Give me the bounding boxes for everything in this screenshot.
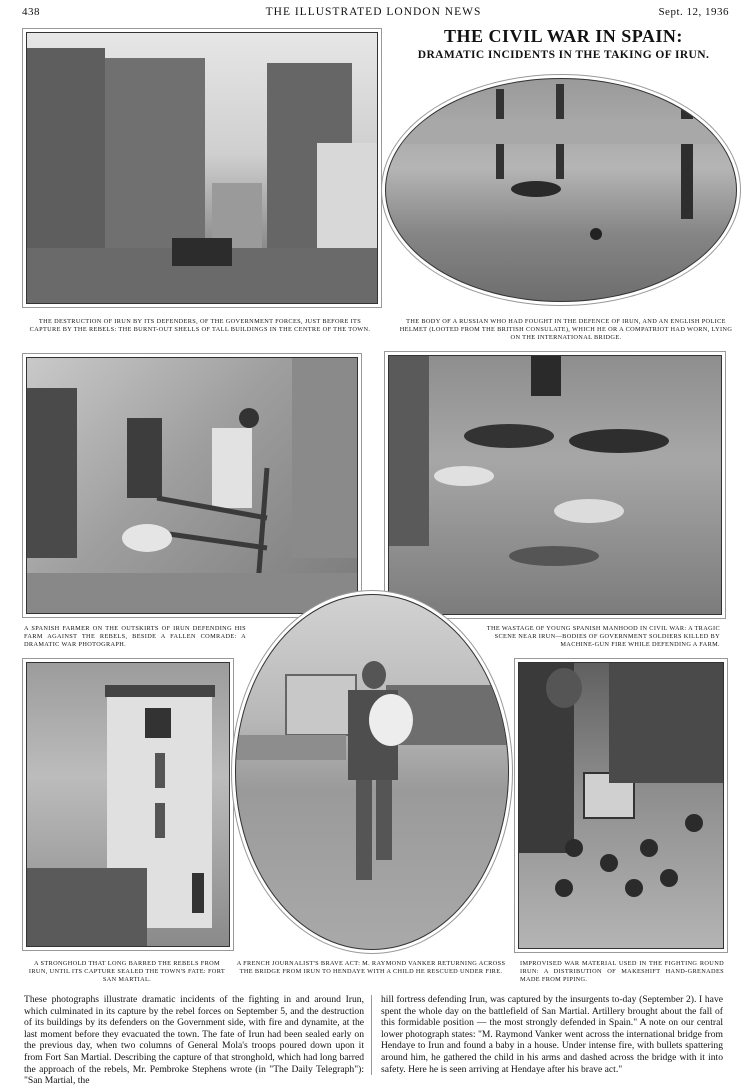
photo-bodies-near-farm: [388, 355, 722, 615]
caption-journalist-rescue: A FRENCH JOURNALIST'S BRAVE ACT: M. RAYMOND VANKER RETURNING ACROSS THE BRIDGE FROM IRUN TO HENDAYE WITH A CHILD HE RESCUED UNDER FIRE.: [236, 960, 506, 976]
photo-makeshift-grenades: [518, 662, 724, 949]
photo-body-on-bridge: [385, 78, 737, 302]
article-column-2: hill fortress defending Irun, was captured by the insurgents to-day (September 2). I have spent the whole day on the battlefield of San Martial. Artillery brought about the fall of this formidable position — the most strongly defended in Spain." A note on our central lower photograph states: "M. Raymond Vanker went across the international bridge from Hendaye to Irun and found a baby in a house. Under intense fire, with bullets spattering around him, he gathered the child in his arms and dashed across the bridge with it into safety. Here he is seen arriving at Hendaye after his brave act.": [381, 994, 723, 1075]
caption-fort-san-martial: A STRONGHOLD THAT LONG BARRED THE REBELS FROM IRUN, UNTIL ITS CAPTURE SEALED THE TOWN'S FATE: FORT SAN MARTIAL.: [28, 960, 226, 984]
issue-date: Sept. 12, 1936: [658, 6, 729, 18]
caption-makeshift-grenades: IMPROVISED WAR MATERIAL USED IN THE FIGHTING ROUND IRUN: A DISTRIBUTION OF MAKESHIFT HAND-GRENADES MADE FROM PIPING.: [520, 960, 724, 984]
page-number: 438: [22, 6, 40, 18]
caption-bodies-near-farm: THE WASTAGE OF YOUNG SPANISH MANHOOD IN CIVIL WAR: A TRAGIC SCENE NEAR IRUN—BODIES OF GOVERNMENT SOLDIERS KILLED BY MACHINE-GUN FIRE WHILE DEFENDING A FARM.: [486, 625, 720, 649]
caption-destroyed-buildings: THE DESTRUCTION OF IRUN BY ITS DEFENDERS, OF THE GOVERNMENT FORCES, JUST BEFORE ITS CAPTURE BY THE REBELS: THE BURNT-OUT SHELLS OF TALL BUILDINGS IN THE CENTRE OF THE TOWN.: [29, 318, 371, 334]
caption-body-on-bridge: THE BODY OF A RUSSIAN WHO HAD FOUGHT IN THE DEFENCE OF IRUN, AND AN ENGLISH POLICE HELMET (LOOTED FROM THE BRITISH CONSULATE), WHICH HE OR A COMPATRIOT HAD WORN, LYING ON THE INTERNATIONAL BRIDGE.: [399, 318, 733, 342]
photo-fort-san-martial: [26, 662, 230, 947]
caption-farmer-defending: A SPANISH FARMER ON THE OUTSKIRTS OF IRUN DEFENDING HIS FARM AGAINST THE REBELS, BESIDE A FALLEN COMRADE: A DRAMATIC WAR PHOTOGRAPH.: [24, 625, 246, 649]
photo-farmer-defending: [26, 357, 358, 614]
publication-title: THE ILLUSTRATED LONDON NEWS: [265, 6, 482, 18]
article-column-1: These photographs illustrate dramatic incidents of the fighting in and around Irun, which culminated in its capture by the rebel forces on September 5, and the destruction of its buildings by its defenders on the Government side, with fire and dynamite, at the last moment before they evacuated the town. The fate of Irun had been sealed early on the previous day, when two columns of General Mola's troops poured down upon it from Fort San Martial. Describing the capture of that stronghold, which had long barred the approach of the rebels, Mr. Pembroke Stephens wrote (in "The Daily Telegraph"): "San Martial, the: [24, 994, 364, 1087]
column-divider: [371, 995, 372, 1075]
photo-journalist-rescue: [235, 594, 509, 950]
photo-destroyed-buildings: [26, 32, 378, 304]
headline-subtitle: DRAMATIC INCIDENTS IN THE TAKING OF IRUN.: [417, 49, 710, 61]
headline-title: THE CIVIL WAR IN SPAIN:: [444, 26, 683, 46]
